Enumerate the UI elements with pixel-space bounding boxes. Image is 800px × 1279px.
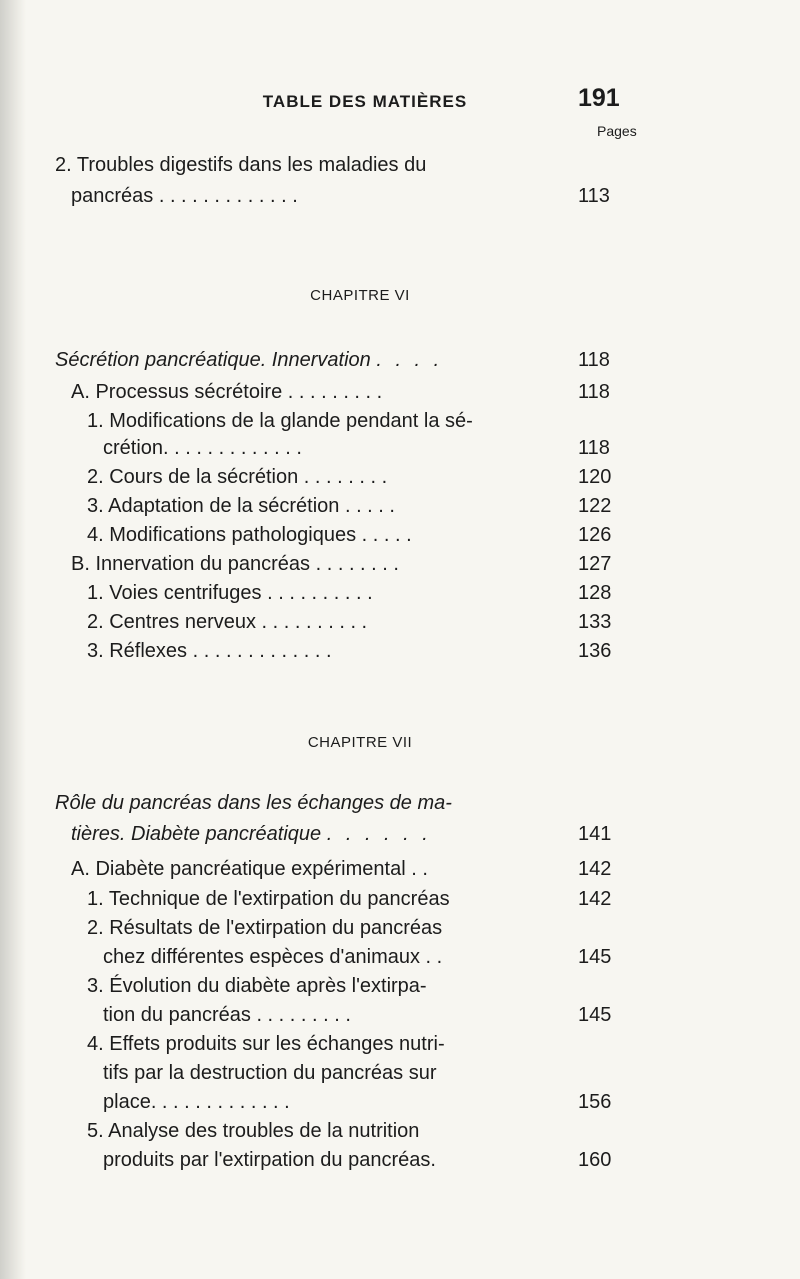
toc-page-ref: 126 bbox=[578, 524, 612, 546]
toc-page-ref: 160 bbox=[578, 1149, 612, 1171]
toc-entry-line: 1. Modifications de la glande pendant la sé- bbox=[87, 410, 473, 432]
toc-entry-line: 3. Réflexes . . . . . . . . . . . . . bbox=[87, 640, 332, 662]
chapter-title: Sécrétion pancréatique. Innervation . . . . bbox=[55, 349, 444, 371]
toc-page-ref: 145 bbox=[578, 946, 612, 968]
chapter-heading: CHAPITRE VII bbox=[307, 734, 413, 751]
toc-entry-line: A. Processus sécrétoire . . . . . . . . . bbox=[71, 381, 383, 403]
toc-entry-line: 2. Cours de la sécrétion . . . . . . . . bbox=[87, 466, 388, 488]
toc-page-ref: 142 bbox=[578, 888, 612, 910]
toc-page-ref: 142 bbox=[578, 858, 612, 880]
running-header: TABLE DES MATIÈRES bbox=[262, 92, 468, 111]
toc-entry-line: 2. Résultats de l'extirpation du pancréas bbox=[87, 917, 443, 939]
toc-entry-line: 3. Adaptation de la sécrétion . . . . . bbox=[87, 495, 395, 517]
toc-entry-line: 4. Effets produits sur les échanges nutri- bbox=[87, 1033, 445, 1055]
toc-entry-line: A. Diabète pancréatique expérimental . . bbox=[71, 858, 428, 880]
toc-page-ref: 141 bbox=[578, 823, 612, 845]
chapter-heading: CHAPITRE VI bbox=[310, 287, 410, 304]
toc-entry-line: pancréas . . . . . . . . . . . . . bbox=[71, 185, 298, 207]
toc-page-ref: 113 bbox=[578, 185, 610, 207]
toc-page-ref: 118 bbox=[578, 381, 610, 403]
toc-entry-line: 1. Voies centrifuges . . . . . . . . . . bbox=[87, 582, 373, 604]
toc-page-ref: 156 bbox=[578, 1091, 612, 1113]
toc-entry-line: 5. Analyse des troubles de la nutrition bbox=[87, 1120, 420, 1142]
chapter-title: tières. Diabète pancréatique . . . . . . bbox=[71, 823, 432, 845]
pages-column-label: Pages bbox=[597, 123, 637, 139]
toc-entry-line: 2. Troubles digestifs dans les maladies du bbox=[55, 154, 427, 176]
toc-entry-line: tion du pancréas . . . . . . . . . bbox=[103, 1004, 351, 1026]
toc-page-ref: 136 bbox=[578, 640, 612, 662]
toc-page-ref: 122 bbox=[578, 495, 612, 517]
toc-page-ref: 133 bbox=[578, 611, 612, 633]
toc-entry-line: chez différentes espèces d'animaux . . bbox=[103, 946, 443, 968]
toc-entry-line: tifs par la destruction du pancréas sur bbox=[103, 1062, 437, 1084]
toc-entry-line: 2. Centres nerveux . . . . . . . . . . bbox=[87, 611, 368, 633]
toc-entry-line: produits par l'extirpation du pancréas. bbox=[103, 1149, 436, 1171]
page-number: 191 bbox=[578, 84, 620, 112]
toc-entry-line: B. Innervation du pancréas . . . . . . . . bbox=[71, 553, 399, 575]
toc-entry-line: 1. Technique de l'extirpation du pancréas bbox=[87, 888, 450, 910]
chapter-title: Rôle du pancréas dans les échanges de ma- bbox=[55, 792, 452, 814]
toc-page-ref: 118 bbox=[578, 349, 610, 371]
toc-page-ref: 120 bbox=[578, 466, 612, 488]
toc-page-ref: 118 bbox=[578, 437, 610, 459]
toc-page-ref: 145 bbox=[578, 1004, 612, 1026]
toc-page-ref: 128 bbox=[578, 582, 612, 604]
toc-entry-line: crétion. . . . . . . . . . . . . bbox=[103, 437, 302, 459]
toc-entry-line: 3. Évolution du diabète après l'extirpa- bbox=[87, 975, 427, 997]
toc-page-ref: 127 bbox=[578, 553, 612, 575]
toc-entry-line: place. . . . . . . . . . . . . bbox=[103, 1091, 290, 1113]
toc-entry-line: 4. Modifications pathologiques . . . . . bbox=[87, 524, 412, 546]
